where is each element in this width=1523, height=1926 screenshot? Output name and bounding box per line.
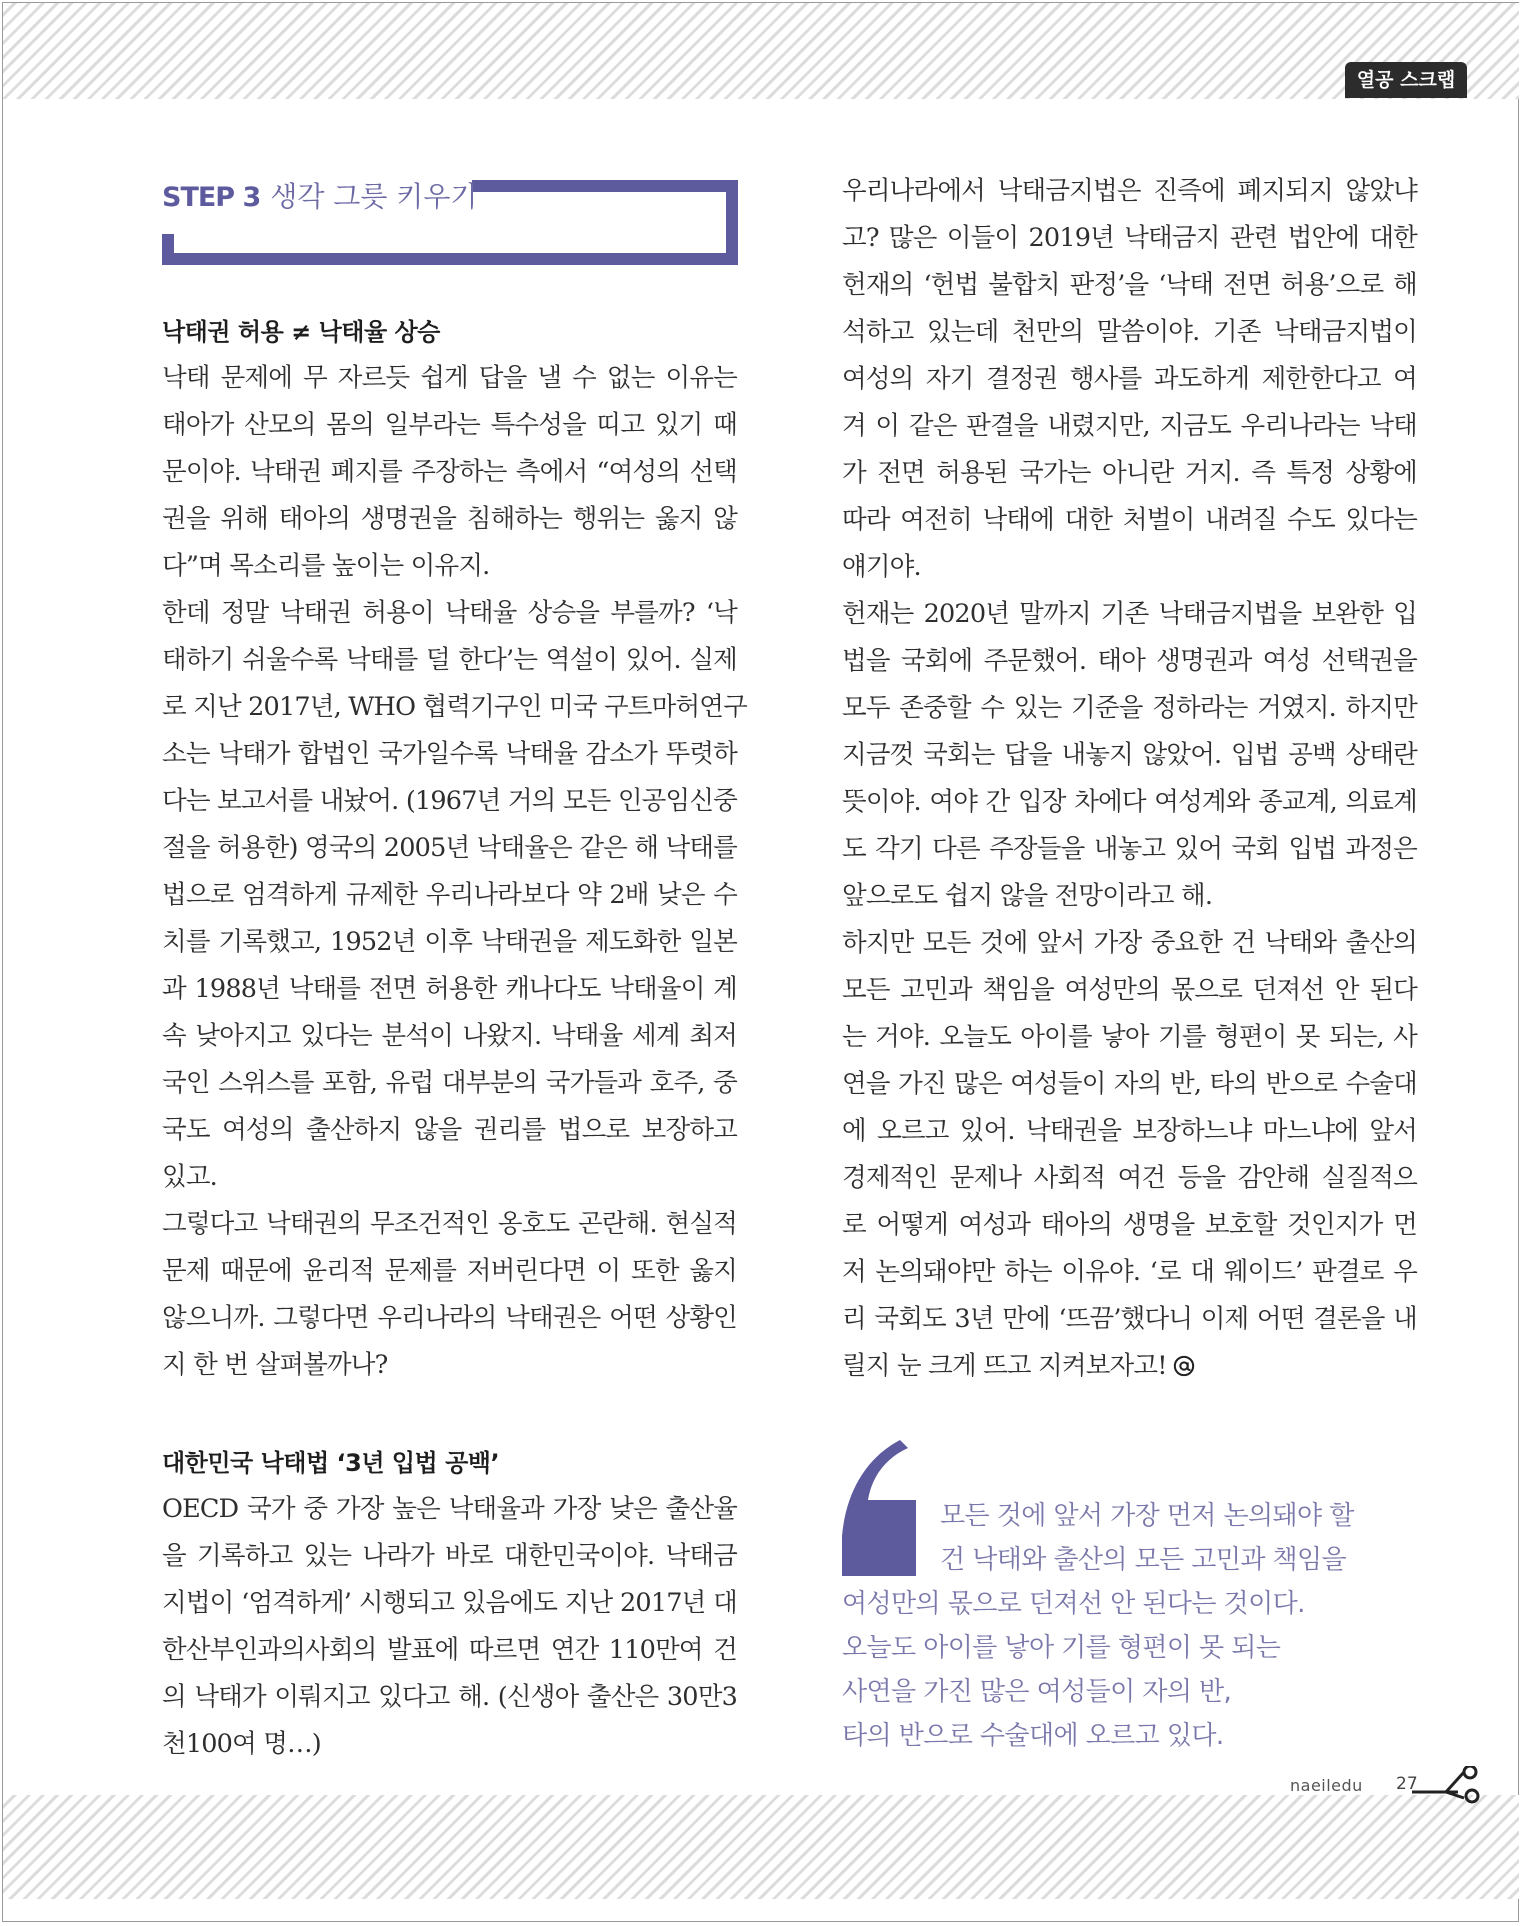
text-line: 있고.	[162, 1162, 217, 1192]
step-box-top-bar	[472, 180, 738, 192]
right-column	[842, 168, 1417, 1390]
text-line: 법으로 엄격하게 규제한 우리나라보다 약 2배 낮은 수	[162, 880, 737, 910]
text-line: 절을 허용한) 영국의 2005년 낙태율은 같은 해 낙태를	[162, 833, 737, 863]
text-line: 헌재의 ‘헌법 불합치 판정’을 ‘낙태 전면 허용’으로 해	[842, 270, 1417, 300]
text-line: 앞으로도 쉽지 않을 전망이라고 해.	[842, 881, 1213, 911]
text-line: 천100여 명…)	[162, 1729, 321, 1759]
text-line: 석하고 있는데 천만의 말씀이야. 기존 낙태금지법이	[842, 317, 1417, 347]
text-line: 저 논의돼야만 하는 이유야. ‘로 대 웨이드’ 판결로 우	[842, 1257, 1417, 1287]
step-box-left-bar	[162, 234, 174, 265]
section-tag: 열공 스크랩	[1345, 62, 1467, 98]
text-line	[842, 1343, 1417, 1390]
text-line: 지 한 번 살펴볼까나?	[162, 1350, 388, 1380]
text-line: 과 1988년 낙태를 전면 허용한 캐나다도 낙태율이 계	[162, 974, 737, 1004]
final-sentence: 릴지 눈 크게 뜨고 지켜보자고!	[842, 1351, 1167, 1381]
text-line: 낙태 문제에 무 자르듯 쉽게 답을 낼 수 없는 이유는	[162, 363, 737, 393]
at-circle-icon	[1173, 1355, 1195, 1377]
text-line: 국인 스위스를 포함, 유럽 대부분의 국가들과 호주, 중	[162, 1068, 737, 1098]
step-title	[162, 180, 477, 214]
pullquote-line: 여성만의 몫으로 던져선 안 된다는 것이다.	[842, 1589, 1305, 1619]
pullquote-line: 오늘도 아이를 낳아 기를 형편이 못 되는	[842, 1633, 1281, 1663]
text-line: 경제적인 문제나 사회적 여건 등을 감안해 실질적으	[842, 1163, 1417, 1193]
text-line: 권을 위해 태아의 생명권을 침해하는 행위는 옳지 않	[162, 504, 737, 534]
text-line: 법을 국회에 주문했어. 태아 생명권과 여성 선택권을	[842, 646, 1417, 676]
pullquote-line: 타의 반으로 수술대에 오르고 있다.	[842, 1721, 1224, 1751]
heading-legislative-gap: 대한민국 낙태법 ‘3년 입법 공백’	[162, 1449, 500, 1477]
pullquote-line: 모든 것에 앞서 가장 먼저 논의돼야 할	[940, 1501, 1354, 1531]
top-stripe-band	[3, 3, 1519, 99]
text-line: 태하기 쉬울수록 낙태를 덜 한다’는 역설이 있어. 실제	[162, 645, 737, 675]
text-line: 따라 여전히 낙태에 대한 처벌이 내려질 수도 있다는	[842, 505, 1417, 535]
bottom-stripe-band	[3, 1795, 1519, 1899]
text-line: 치를 기록했고, 1952년 이후 낙태권을 제도화한 일본	[162, 927, 737, 957]
text-line: 문제 때문에 윤리적 문제를 저버린다면 이 또한 옳지	[162, 1256, 737, 1286]
text-line: 문이야. 낙태권 폐지를 주장하는 측에서 “여성의 선택	[162, 457, 737, 487]
text-line: 국도 여성의 출산하지 않을 권리를 법으로 보장하고	[162, 1115, 737, 1145]
quote-mark-icon	[842, 1440, 916, 1576]
text-line: 다”며 목소리를 높이는 이유지.	[162, 551, 490, 581]
text-line: 한데 정말 낙태권 허용이 낙태율 상승을 부를까? ‘낙	[162, 598, 737, 628]
text-line: 모두 존중할 수 있는 기준을 정하라는 거였지. 하지만	[842, 693, 1417, 723]
text-line: 고? 많은 이들이 2019년 낙태금지 관련 법안에 대한	[842, 223, 1417, 253]
left-paragraph-1	[162, 355, 747, 1389]
step-box-bottom-bar	[162, 253, 738, 265]
text-line: 도 각기 다른 주장들을 내놓고 있어 국회 입법 과정은	[842, 834, 1417, 864]
text-line: 에 오르고 있어. 낙태권을 보장하느냐 마느냐에 앞서	[842, 1116, 1417, 1146]
text-line: 뜻이야. 여야 간 입장 차에다 여성계와 종교계, 의료계	[842, 787, 1417, 817]
text-line: 하지만 모든 것에 앞서 가장 중요한 건 낙태와 출산의	[842, 928, 1417, 958]
text-line: 우리나라에서 낙태금지법은 진즉에 폐지되지 않았냐	[842, 176, 1417, 206]
text-line: 얘기야.	[842, 552, 921, 582]
step-header-box	[162, 180, 738, 265]
pullquote-line: 건 낙태와 출산의 모든 고민과 책임을	[940, 1545, 1347, 1575]
pullquote-line: 사연을 가진 많은 여성들이 자의 반,	[842, 1677, 1232, 1707]
text-line: 리 국회도 3년 만에 ‘뜨끔’했다니 이제 어떤 결론을 내	[842, 1304, 1417, 1334]
step-label: STEP 3	[162, 182, 261, 213]
text-line: 않으니까. 그렇다면 우리나라의 낙태권은 어떤 상황인	[162, 1303, 737, 1333]
scissors-icon	[1412, 1766, 1484, 1806]
text-line: OECD 국가 중 가장 높은 낙태율과 가장 낮은 출산율	[162, 1494, 737, 1524]
text-line: 한산부인과의사회의 발표에 따르면 연간 110만여 건	[162, 1635, 737, 1665]
text-line: 로 지난 2017년, WHO 협력기구인 미국 구트마허연구	[162, 692, 747, 722]
heading-abortion-rights: 낙태권 허용 ≠ 낙태율 상승	[162, 318, 440, 346]
text-line: 속 낮아지고 있다는 분석이 나왔지. 낙태율 세계 최저	[162, 1021, 737, 1051]
page-number: 27	[1396, 1774, 1418, 1794]
text-line: 연을 가진 많은 여성들이 자의 반, 타의 반으로 수술대	[842, 1069, 1417, 1099]
text-line: 의 낙태가 이뤄지고 있다고 해. (신생아 출산은 30만3	[162, 1682, 737, 1712]
text-line: 을 기록하고 있는 나라가 바로 대한민국이야. 낙태금	[162, 1541, 737, 1571]
text-line: 는 거야. 오늘도 아이를 낳아 기를 형편이 못 되는, 사	[842, 1022, 1417, 1052]
text-line: 지금껏 국회는 답을 내놓지 않았어. 입법 공백 상태란	[842, 740, 1417, 770]
text-line: 여성의 자기 결정권 행사를 과도하게 제한한다고 여	[842, 364, 1417, 394]
step-subtitle: 생각 그릇 키우기	[270, 180, 478, 213]
text-line: 가 전면 허용된 국가는 아니란 거지. 즉 특정 상황에	[842, 458, 1417, 488]
text-line: 태아가 산모의 몸의 일부라는 특수성을 띠고 있기 때	[162, 410, 737, 440]
text-line: 다는 보고서를 내놨어. (1967년 거의 모든 인공임신중	[162, 786, 737, 816]
text-line: 모든 고민과 책임을 여성만의 몫으로 던져선 안 된다	[842, 975, 1417, 1005]
text-line: 지법이 ‘엄격하게’ 시행되고 있음에도 지난 2017년 대	[162, 1588, 737, 1618]
text-line: 그렇다고 낙태권의 무조건적인 옹호도 곤란해. 현실적	[162, 1209, 737, 1239]
left-paragraph-4	[162, 1486, 737, 1768]
text-line: 겨 이 같은 판결을 내렸지만, 지금도 우리나라는 낙태	[842, 411, 1417, 441]
footer-site-name: naeiledu	[1290, 1776, 1363, 1795]
text-line: 로 어떻게 여성과 태아의 생명을 보호할 것인지가 먼	[842, 1210, 1417, 1240]
text-line: 소는 낙태가 합법인 국가일수록 낙태율 감소가 뚜렷하	[162, 739, 737, 769]
text-line: 헌재는 2020년 말까지 기존 낙태금지법을 보완한 입	[842, 599, 1417, 629]
